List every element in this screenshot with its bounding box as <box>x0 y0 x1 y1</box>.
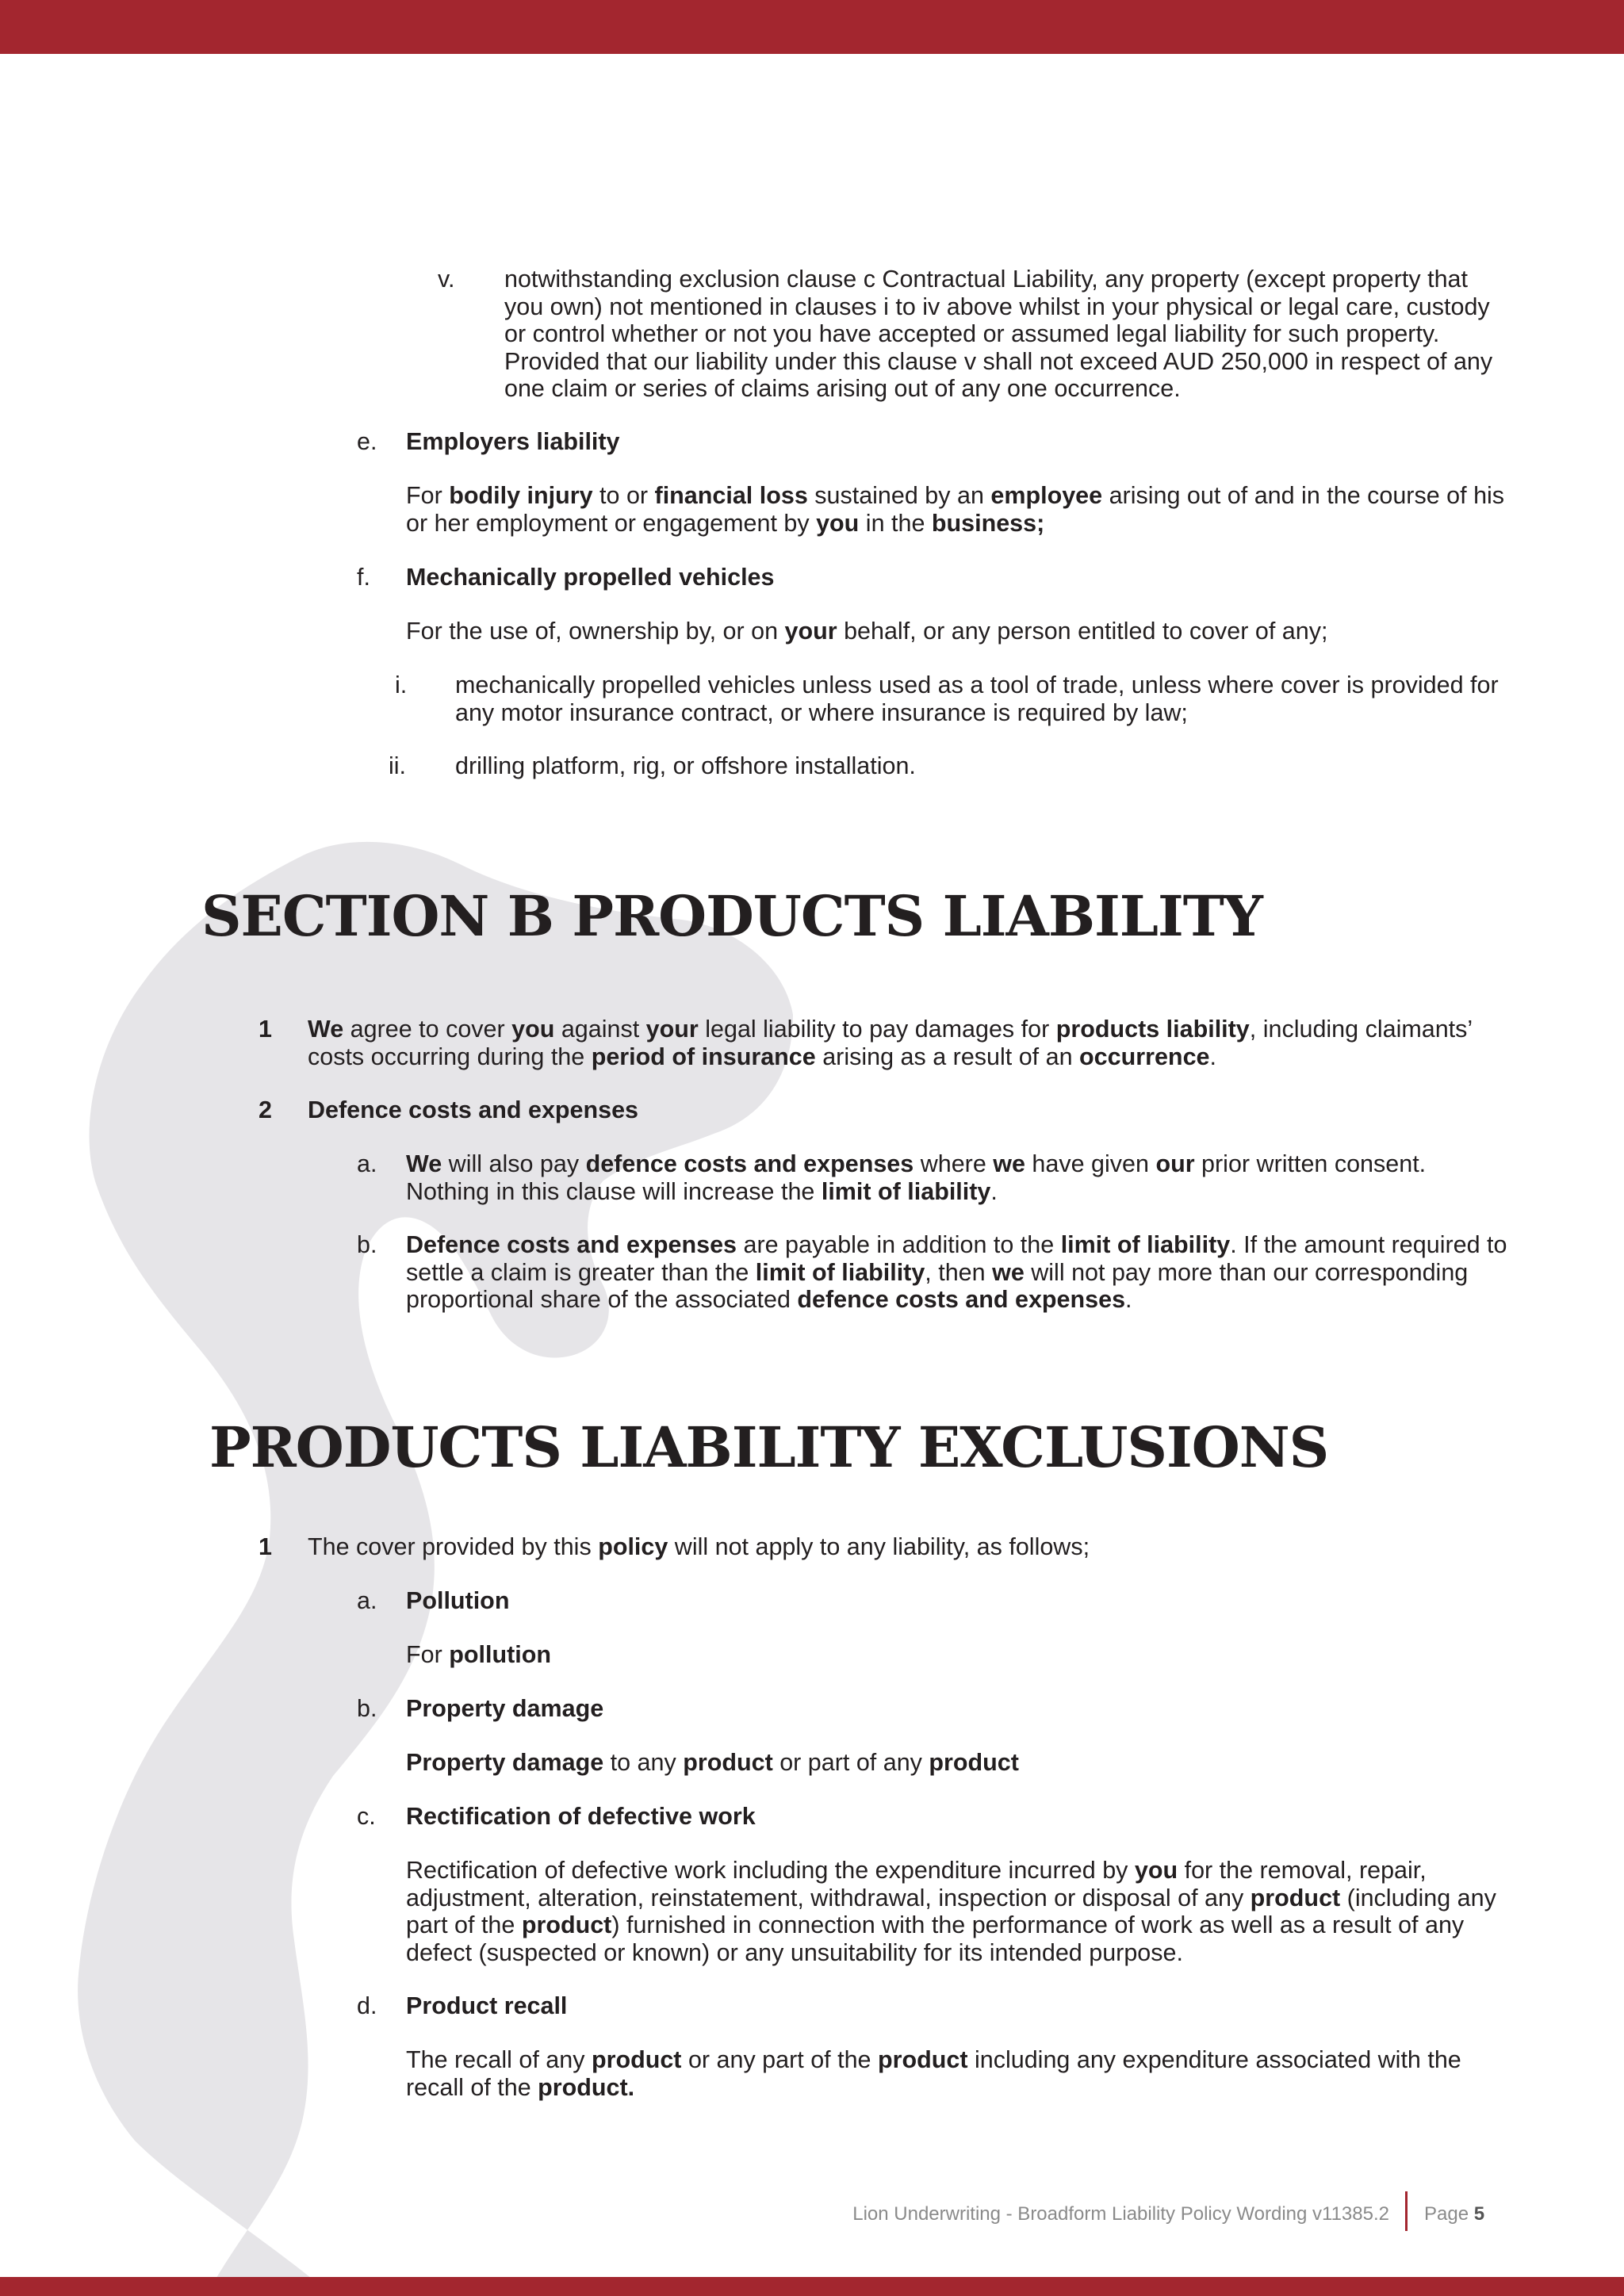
section-b-item1-number: 1 <box>259 1016 272 1043</box>
clause-f-i-marker: i. <box>395 672 408 698</box>
exclusion-b-marker: b. <box>357 1695 377 1722</box>
footer-divider <box>1405 2191 1408 2231</box>
exclusion-c-body: Rectification of defective work including the expenditure incurred by you for the removal, repair, adjustment, alteration, reinstatement, withdrawal, inspection or disposal of any product (including any part of the product) furnished in connection with the performance of work as well as a result of any defect (suspected or known) or any unsuitability for its intended purpose. <box>406 1857 1496 1966</box>
section-b-clause-b-marker: b. <box>357 1231 377 1258</box>
exclusion-d-body: The recall of any product or any part of the product including any expenditure associated with the recall of the product. <box>406 2046 1461 2101</box>
clause-f-ii-marker: ii. <box>389 752 407 779</box>
exclusion-b-body: Property damage to any product or part of any product <box>406 1749 1019 1776</box>
clause-f-heading: Mechanically propelled vehicles <box>406 564 775 591</box>
exclusion-a-marker: a. <box>357 1587 377 1614</box>
exclusion-b-heading: Property damage <box>406 1695 604 1722</box>
exclusions-item1-text: The cover provided by this policy will not apply to any liability, as follows; <box>308 1533 1090 1560</box>
exclusion-d-marker: d. <box>357 1992 377 2019</box>
footer-page-number: Page 5 <box>1424 2203 1485 2225</box>
exclusion-a-body: For pollution <box>406 1641 551 1668</box>
exclusions-item1-number: 1 <box>259 1533 272 1560</box>
section-b-item1-text: We agree to cover you against your legal liability to pay damages for products liability, including claimants’ costs occurring during the period of insurance arising as a result of an occurrence. <box>308 1016 1473 1070</box>
clause-f-i-text: mechanically propelled vehicles unless used as a tool of trade, unless where cover is provided for any motor insurance contract, or where insurance is required by law; <box>455 672 1499 726</box>
exclusion-d-heading: Product recall <box>406 1992 568 2019</box>
clause-v-text: notwithstanding exclusion clause c Contractual Liability, any property (except property that you own) not mentioned in clauses i to iv above whilst in your physical or legal care, custody or control whether or not you have accepted or assumed legal liability for such property. Provided that our liability under this clause v shall not exceed AUD 250,000 in respect of any one claim or series of claims arising out of any one occurrence. <box>504 266 1493 402</box>
section-b-item2-heading: Defence costs and expenses <box>308 1096 639 1123</box>
footer-document-name: Lion Underwriting - Broadform Liability Policy Wording v11385.2 <box>852 2203 1389 2225</box>
section-b-title: SECTION B PRODUCTS LIABILITY <box>201 883 1262 949</box>
section-b-clause-b-text: Defence costs and expenses are payable in addition to the limit of liability. If the amount required to settle a claim is greater than the limit of liability, then we will not pay more than our corresponding proportional share of the associated defence costs and expenses. <box>406 1231 1507 1313</box>
clause-f-ii-text: drilling platform, rig, or offshore installation. <box>455 752 916 779</box>
clause-e-body: For bodily injury to or financial loss sustained by an employee arising out of and in the course of his or her employment or engagement by you in the business; <box>406 482 1505 537</box>
exclusions-title: PRODUCTS LIABILITY EXCLUSIONS <box>209 1414 1329 1480</box>
exclusion-a-heading: Pollution <box>406 1587 510 1614</box>
clause-f-marker: f. <box>357 564 370 591</box>
bottom-brand-bar <box>0 2277 1624 2296</box>
section-b-item2-number: 2 <box>259 1096 272 1123</box>
clause-e-heading: Employers liability <box>406 428 620 455</box>
clause-f-body: For the use of, ownership by, or on your behalf, or any person entitled to cover of any; <box>406 618 1328 645</box>
section-b-clause-a-marker: a. <box>357 1150 377 1177</box>
exclusion-c-marker: c. <box>357 1803 376 1830</box>
section-b-clause-a-text: We will also pay defence costs and expenses where we have given our prior written consent. Nothing in this clause will increase the limit of liability. <box>406 1150 1427 1205</box>
exclusion-c-heading: Rectification of defective work <box>406 1803 756 1830</box>
clause-e-marker: e. <box>357 428 377 455</box>
clause-v-marker: v. <box>438 266 455 293</box>
